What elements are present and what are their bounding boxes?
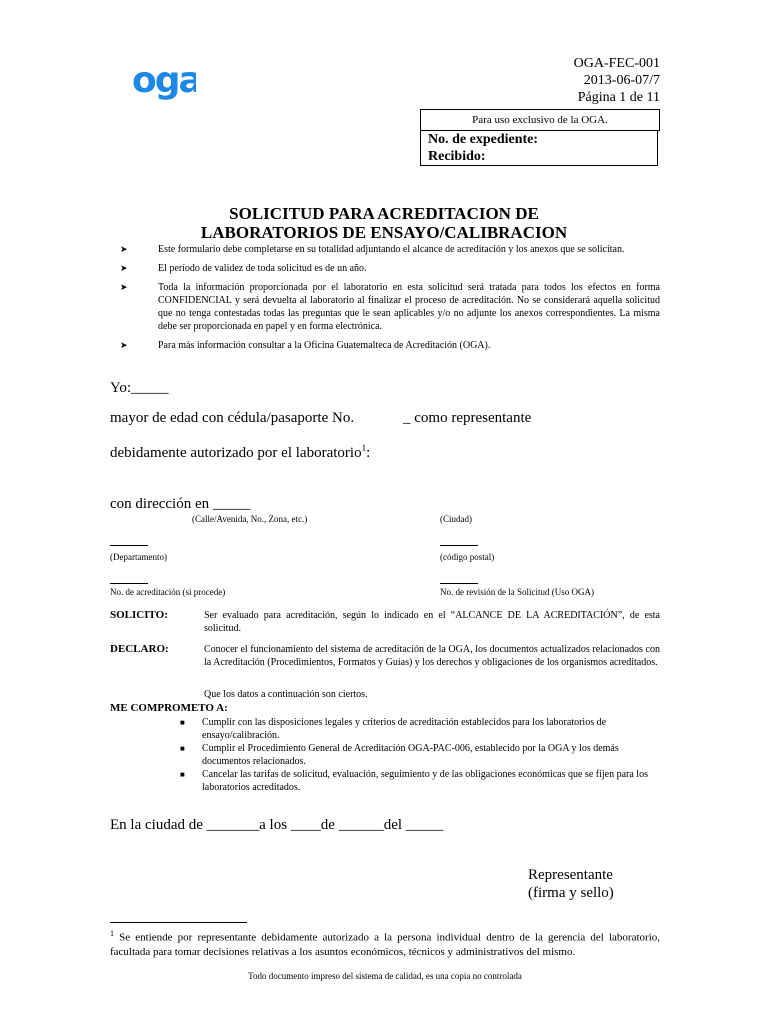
oga-logo-graphic	[130, 58, 196, 104]
compromiso-label: ME COMPROMETO A:	[110, 702, 228, 714]
compromiso-list	[180, 716, 660, 794]
compromiso-item	[180, 768, 660, 794]
instruction-item	[120, 281, 660, 333]
authorized-label	[110, 443, 370, 462]
instruction-text: Toda la información proporcionada por el laboratorio en esta solicitud será tratada para todos los efectos en forma CONFIDENCIAL y será devuelta al laboratorio al finalizar el proceso de acreditación. No se considerará aquella solicitud que no tenga contestadas todas las preguntas que le sean aplicables y/o no adjunte los anexos correspondientes. La misma debe ser proporcionada en papel y en forma electrónica.	[158, 282, 660, 332]
document-date-version: 2013-06-07/7	[583, 73, 660, 88]
revision-caption: No. de revisión de la Solicitud (Uso OGA)	[440, 587, 594, 597]
file-number-label: No. de expediente:	[428, 132, 539, 147]
instruction-text: Este formulario debe completarse en su totalidad adjuntando el alcance de acreditación y los anexos que se solicitan.	[158, 244, 625, 255]
square-bullet-icon: ■	[180, 770, 185, 779]
declaro-label: DECLARO:	[110, 643, 169, 655]
footnote-text: Se entiende por representante debidamente autorizado a la persona individual dentro de la gerencia del laboratorio, facultada para tomar decisiones relativas a los asuntos económicos, técnicos y administrativos del mismo.	[110, 931, 661, 958]
yo-field[interactable]: Yo:_____	[110, 380, 169, 396]
file-number-box	[420, 130, 658, 166]
city-caption: (Ciudad)	[440, 514, 472, 524]
exclusive-use-box	[420, 109, 660, 131]
compromiso-text: Cumplir con las disposiciones legales y criterios de acreditación establecidos para los laboratorios de ensayo/calibración.	[202, 717, 607, 741]
received-label: Recibido:	[428, 149, 486, 164]
department-caption: (Departamento)	[110, 552, 167, 562]
accreditation-caption: No. de acreditación (si procede)	[110, 587, 226, 597]
document-code-block	[574, 55, 660, 106]
instructions-list	[120, 243, 660, 358]
signature-caption: (firma y sello)	[528, 885, 614, 901]
instruction-text: Para más información consultar a la Oficina Guatemalteca de Acreditación (OGA).	[158, 340, 491, 351]
instruction-text: El período de validez de toda solicitud es de un año.	[158, 263, 367, 274]
arrow-bullet-icon: ➤	[120, 340, 128, 350]
footnote-ref: 1	[361, 443, 367, 453]
city-date-line[interactable]: En la ciudad de _______a los ____de ______del _____	[110, 817, 444, 833]
square-bullet-icon: ■	[180, 718, 185, 727]
signature-block	[528, 866, 614, 902]
logo-text: oga	[132, 60, 196, 101]
revision-input-line[interactable]	[440, 583, 478, 584]
address-field[interactable]: con dirección en _____	[110, 496, 251, 512]
page-footer: Todo documento impreso del sistema de calidad, es una copia no controlada	[248, 971, 522, 981]
authorized-colon: :	[366, 445, 371, 461]
exclusive-use-text: Para uso exclusivo de la OGA.	[472, 114, 608, 126]
oga-logo	[130, 58, 196, 104]
title-line-2: LABORATORIOS DE ENSAYO/CALIBRACION	[200, 223, 568, 242]
declaro-text-2: Que los datos a continuación son ciertos.	[204, 689, 368, 700]
instruction-item	[120, 243, 660, 256]
instruction-item	[120, 262, 660, 275]
arrow-bullet-icon: ➤	[120, 282, 128, 292]
compromiso-item	[180, 742, 660, 768]
representative-label[interactable]: _ como representante	[403, 410, 532, 426]
footnote-divider	[110, 922, 247, 923]
accreditation-input-line[interactable]	[110, 583, 148, 584]
solicito-text: Ser evaluado para acreditación, según lo indicado en el “ALCANCE DE LA ACREDITACIÓN”, de esta solicitud.	[204, 610, 660, 634]
arrow-bullet-icon: ➤	[120, 263, 128, 273]
street-caption: (Calle/Avenida, No., Zona, etc.)	[192, 514, 308, 524]
postal-input-line[interactable]	[440, 545, 478, 546]
signature-role: Representante	[528, 867, 613, 883]
square-bullet-icon: ■	[180, 744, 185, 753]
declaro-text-1: Conocer el funcionamiento del sistema de acreditación de la OGA, los documentos actualizados relacionados con la Acreditación (Procedimientos, Formatos y Guías) y los derechos y obligaciones de los organismos acreditados.	[204, 644, 660, 668]
footnote	[110, 927, 660, 959]
solicito-label: SOLICITO:	[110, 609, 168, 621]
authorized-text: debidamente autorizado por el laboratorio	[110, 445, 362, 461]
title-line-1: SOLICITUD PARA ACREDITACION DE	[229, 204, 539, 223]
page-title	[110, 204, 658, 242]
compromiso-text: Cancelar las tarifas de solicitud, evaluación, seguimiento y de las obligaciones económicas que se fijen para los laboratorios acreditados.	[202, 769, 648, 793]
arrow-bullet-icon: ➤	[120, 244, 128, 254]
instruction-item	[120, 339, 660, 352]
compromiso-text: Cumplir el Procedimiento General de Acreditación OGA-PAC-006, establecido por la OGA y los demás documentos relacionados.	[202, 743, 619, 767]
page-number: Página 1 de 11	[577, 90, 660, 105]
footnote-mark: 1	[110, 929, 114, 938]
department-input-line[interactable]	[110, 545, 148, 546]
postal-caption: (código postal)	[440, 552, 495, 562]
compromiso-item	[180, 716, 660, 742]
document-code: OGA-FEC-001	[573, 56, 660, 71]
id-number-label: mayor de edad con cédula/pasaporte No.	[110, 410, 355, 426]
